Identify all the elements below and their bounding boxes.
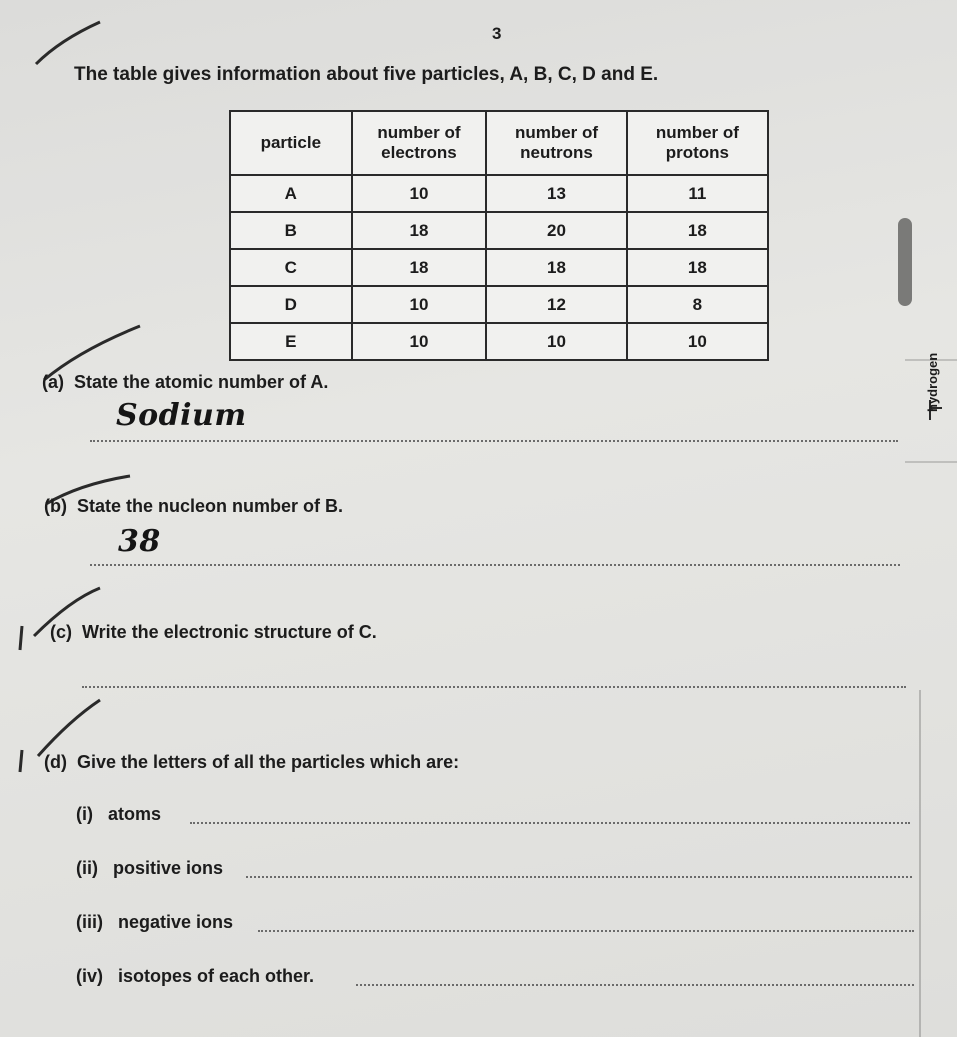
cell-electrons: 10	[352, 323, 487, 360]
cell-neutrons: 20	[486, 212, 626, 249]
cell-electrons: 18	[352, 249, 487, 286]
part-iv	[76, 966, 314, 987]
answer-line-d-iv[interactable]	[356, 984, 914, 986]
tick-mark-1	[36, 22, 100, 64]
cell-particle: B	[230, 212, 352, 249]
header-electrons: number of electrons	[352, 111, 487, 175]
answer-line-c[interactable]	[82, 686, 906, 688]
question-c-text: Write the electronic structure of C.	[82, 622, 377, 642]
table-row	[230, 323, 768, 360]
intro-text: The table gives information about five particles, A, B, C, D and E.	[74, 64, 659, 85]
table-row	[230, 286, 768, 323]
particle-table	[229, 110, 769, 361]
question-a	[42, 372, 328, 393]
answer-line-d-ii[interactable]	[246, 876, 912, 878]
table-row	[230, 249, 768, 286]
header-protons: number of protons	[627, 111, 768, 175]
cell-protons: 11	[627, 175, 768, 212]
answer-a: Sodium	[116, 398, 247, 433]
cell-electrons: 18	[352, 212, 487, 249]
part-ii-label: (ii)	[76, 858, 98, 878]
cell-protons: 10	[627, 323, 768, 360]
cell-neutrons: 12	[486, 286, 626, 323]
cell-electrons: 10	[352, 175, 487, 212]
answer-line-d-i[interactable]	[190, 822, 910, 824]
part-i-text: atoms	[108, 804, 162, 824]
answer-line-a[interactable]	[90, 440, 898, 442]
part-iii-label: (iii)	[76, 912, 103, 932]
part-i-label: (i)	[76, 804, 93, 824]
question-a-label: (a)	[42, 372, 64, 392]
question-b	[44, 496, 343, 517]
binder-clip	[898, 218, 912, 306]
table-row	[230, 212, 768, 249]
side-label: hydrogen	[925, 352, 940, 412]
answer-line-d-iii[interactable]	[258, 930, 914, 932]
cell-particle: D	[230, 286, 352, 323]
question-a-text: State the atomic number of A.	[74, 372, 329, 392]
question-d-label: (d)	[44, 752, 67, 772]
part-i	[76, 804, 161, 825]
page-number: 3	[492, 24, 502, 43]
question-c	[50, 622, 377, 643]
part-iv-text: isotopes of each other.	[118, 966, 315, 986]
part-iii	[76, 912, 233, 933]
cell-neutrons: 13	[486, 175, 626, 212]
header-particle: particle	[230, 111, 352, 175]
table-row	[230, 175, 768, 212]
table-header-row	[230, 111, 768, 175]
answer-b: 38	[118, 524, 161, 559]
cell-neutrons: 18	[486, 249, 626, 286]
header-neutrons: number of neutrons	[486, 111, 626, 175]
part-iv-label: (iv)	[76, 966, 103, 986]
cell-particle: C	[230, 249, 352, 286]
cell-electrons: 10	[352, 286, 487, 323]
part-iii-text: negative ions	[118, 912, 234, 932]
question-d-text: Give the letters of all the particles which are:	[77, 752, 460, 772]
question-b-label: (b)	[44, 496, 67, 516]
question-c-label: (c)	[50, 622, 72, 642]
cell-particle: E	[230, 323, 352, 360]
cell-neutrons: 10	[486, 323, 626, 360]
cell-protons: 8	[627, 286, 768, 323]
part-ii-text: positive ions	[113, 858, 224, 878]
cell-particle: A	[230, 175, 352, 212]
part-ii	[76, 858, 223, 879]
question-b-text: State the nucleon number of B.	[77, 496, 344, 516]
cell-protons: 18	[627, 249, 768, 286]
question-d	[44, 752, 459, 773]
answer-line-b[interactable]	[90, 564, 900, 566]
cell-protons: 18	[627, 212, 768, 249]
